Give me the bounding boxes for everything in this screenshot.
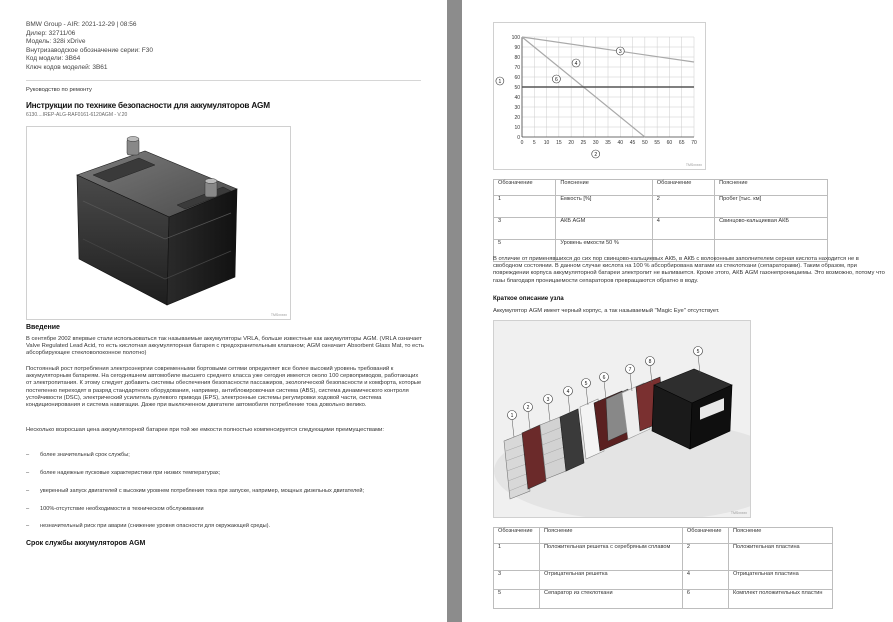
table-cell: 5 [494,590,540,609]
x-tick-label: 50 [642,140,648,146]
y-tick-label: 80 [514,54,520,61]
table-cell: 2 [682,544,728,571]
x-tick-label: 30 [592,140,599,146]
section-heading-service-life: Срок службы аккумуляторов AGM [26,540,146,547]
x-tick-label: 5 [532,140,536,146]
table-cell: Емкость [%] [556,196,652,218]
document-code: 6130....IREP-ALG-RAF0161-6120AGM - V.20 [26,112,128,118]
y-tick-label: 0 [517,134,520,141]
table-header: Обозначение [494,528,540,544]
legend-table-2 [493,527,833,609]
price-paragraph: Несколько возросшая цена аккумуляторной батареи при той же емкости полностью компенсируется следующими преимуществами: [26,427,384,433]
bullet-dot-icon: – [26,488,30,494]
y-tick-label: 70 [514,64,520,71]
y-tick-label: 100 [511,34,520,41]
table-cell: Сепаратор из стеклоткани [540,590,683,609]
y-tick-label: 10 [514,124,520,131]
table-cell: 1 [494,544,540,571]
table-row [494,544,833,571]
y-tick-label: 60 [514,74,520,81]
figure-tag: TMSxxxxx [730,511,747,515]
table-cell: 5 [494,240,556,262]
x-tick-label: 15 [556,140,562,146]
table-header: Пояснение [556,180,652,196]
body-paragraph: В отличие от применявшихся до сих пор свинцово-кальциевых АКБ, в АКБ с волоконным заполнителем серная кислота находится не в свободном состоянии. В данном случае кислота на 100 % абсорбирована матами из стеклоткани (сепараторами). Таким образом, при повреждении корпуса аккумуляторной батареи электролит не выливается. Кроме этого, АКБ AGM газонепроницаемы. Это возможно, потому что газы благодаря проницаемости сепараторов превращаются обратно в воду. [493,256,885,284]
structure-paragraph: Аккумулятор AGM имеет черный корпус, а так называемый "Magic Eye" отсутствует. [493,308,720,314]
growth-paragraph: Постоянный рост потребления электроэнергии современными бортовыми сетями определяет все более высокий уровень требований к аккумуляторным батареям. На сегодняшнем автомобиле высшего среднего класса уже сегодня имеются около 100 сервоприводов, работающих от электропитания. К этому следует добавить системы обеспечения безопасности пассажиров, экологической безопасности и комфорта, которые постепенно переходят в разряд стандартного оборудования, например, антиблокировочная система (ABS), система динамического контроля устойчивости (DSC), электрический усилитель рулевого привода (EPS), электронные системы регулировки ходовой части, система кондиционирования и система навигации. Даже при выключенном двигателе автомобиля потребление тока довольно велико. [26,366,422,409]
table-header: Обозначение [494,180,556,196]
table-cell: 6 [682,590,728,609]
table-cell: 2 [652,196,714,218]
list-item [26,452,130,458]
table-cell: 4 [652,218,714,240]
callout-label: 4 [574,60,578,67]
battery-figure [26,126,291,320]
table-row [494,590,833,609]
section-heading-structure: Краткое описание узла [493,295,564,302]
table-cell: Положительная решетка с серебряным сплавом [540,544,683,571]
x-tick-label: 40 [617,140,624,146]
list-item [26,506,204,512]
exploded-view-figure [493,320,751,518]
table-cell: Свинцово-кальциевая АКБ [715,218,828,240]
meta-line: Ключ кодов моделей: 3B61 [26,63,108,71]
bullet-dot-icon: – [26,452,30,458]
capacity-chart [493,22,706,170]
bullet-dot-icon: – [26,523,30,529]
callout-label: 1 [498,78,502,85]
list-item-text: более надежные пусковые характеристики при низких температурах; [40,470,221,476]
x-tick-label: 20 [568,140,574,146]
right-page [462,0,893,622]
list-item-text: незначительный риск при аварии (снижение уровня опасности для окружающей среды). [40,523,271,529]
meta-line: BMW Group - AIR: 2021-12-29 | 08:56 [26,21,137,28]
table-cell: Отрицательная пластина [728,571,832,590]
table-header: Обозначение [682,528,728,544]
table-cell: 3 [494,571,540,590]
exploded-battery-image [494,321,750,517]
list-item [26,523,270,529]
table-row [494,218,828,240]
x-tick-label: 45 [629,140,636,146]
list-item-text: уверенный запуск двигателей с высоким уровнем потребления тока при запуске, например, мощных дизельных двигателей; [40,488,365,494]
x-tick-label: 35 [605,140,611,146]
table-cell: Пробег [тыс. км] [715,196,828,218]
callout-label: 3 [546,396,550,403]
figure-tag: TMSxxxxx [685,163,702,167]
callout-label: 3 [618,48,622,55]
y-tick-label: 50 [514,84,520,91]
x-tick-label: 60 [666,140,673,146]
table-cell: АКБ AGM [556,218,652,240]
meta-line: Внутризаводское обозначение серии: F30 [26,46,153,54]
callout-label: 6 [602,374,606,381]
callout-label: 4 [566,388,570,395]
x-tick-label: 70 [691,140,697,146]
x-tick-label: 65 [678,140,685,146]
list-item [26,488,364,494]
manual-label: Руководство по ремонту [26,87,92,93]
table-header: Пояснение [728,528,832,544]
y-tick-label: 20 [514,114,520,121]
table-header: Обозначение [652,180,714,196]
callout-label: 5 [696,348,700,355]
callout-label: 7 [628,366,632,373]
table-cell: Уровень емкости 50 % [556,240,652,262]
meta-line: Модель: 328i xDrive [26,38,86,46]
x-tick-label: 0 [520,140,524,146]
section-heading-intro: Введение [26,324,60,331]
table-cell: 1 [494,196,556,218]
page-title: Инструкции по технике безопасности для аккумуляторов AGM [26,101,270,110]
y-tick-label: 30 [514,104,520,111]
divider-line [26,80,421,81]
table-cell: 4 [682,571,728,590]
table-cell: Комплект положительных пластин [728,590,832,609]
x-tick-label: 55 [654,140,660,146]
table-cell: 3 [494,218,556,240]
callout-label: 6 [555,76,558,83]
bullet-dot-icon: – [26,506,30,512]
table-row [494,571,833,590]
bullet-dot-icon: – [26,470,30,476]
figure-tag: TMSxxxxx [270,313,287,317]
meta-line: Дилер: 32711/06 [26,29,76,37]
callout-label: 1 [510,412,514,419]
document-meta [26,21,153,73]
callout-label: 8 [648,358,652,365]
list-item [26,470,220,476]
table-cell: Положительная пластина [728,544,832,571]
table-header: Пояснение [715,180,828,196]
meta-line: Код модели: 3B64 [26,55,81,63]
intro-paragraph: В сентябре 2002 впервые стали использоваться так называемые аккумуляторы VRLA, больше известные как аккумуляторы AGM. (VRLA означает Valve Regulated Lead Acid, то есть кислотная аккумуляторная батарея с предохранительным клапаном; AGM означает Absorbent Glass Mat, то есть абсорбирующее стекловолоконное полотно) [26,336,424,357]
agm-battery-image [27,127,290,319]
chart-svg [494,23,705,169]
list-item-text: 100%-отсутствие необходимости в техническом обслуживании [40,506,204,512]
callout-label: 2 [594,151,598,158]
legend-table-1 [493,179,828,262]
list-item-text: более значительный срок службы; [40,452,130,458]
callout-label: 2 [526,404,530,411]
callout-label: 5 [584,380,588,387]
table-cell: Отрицательная решетка [540,571,683,590]
y-tick-label: 90 [514,44,520,51]
x-tick-label: 25 [580,140,587,146]
page-gap [447,0,462,622]
table-header: Пояснение [540,528,683,544]
y-tick-label: 40 [514,94,520,101]
table-row [494,196,828,218]
x-tick-label: 10 [543,140,550,146]
